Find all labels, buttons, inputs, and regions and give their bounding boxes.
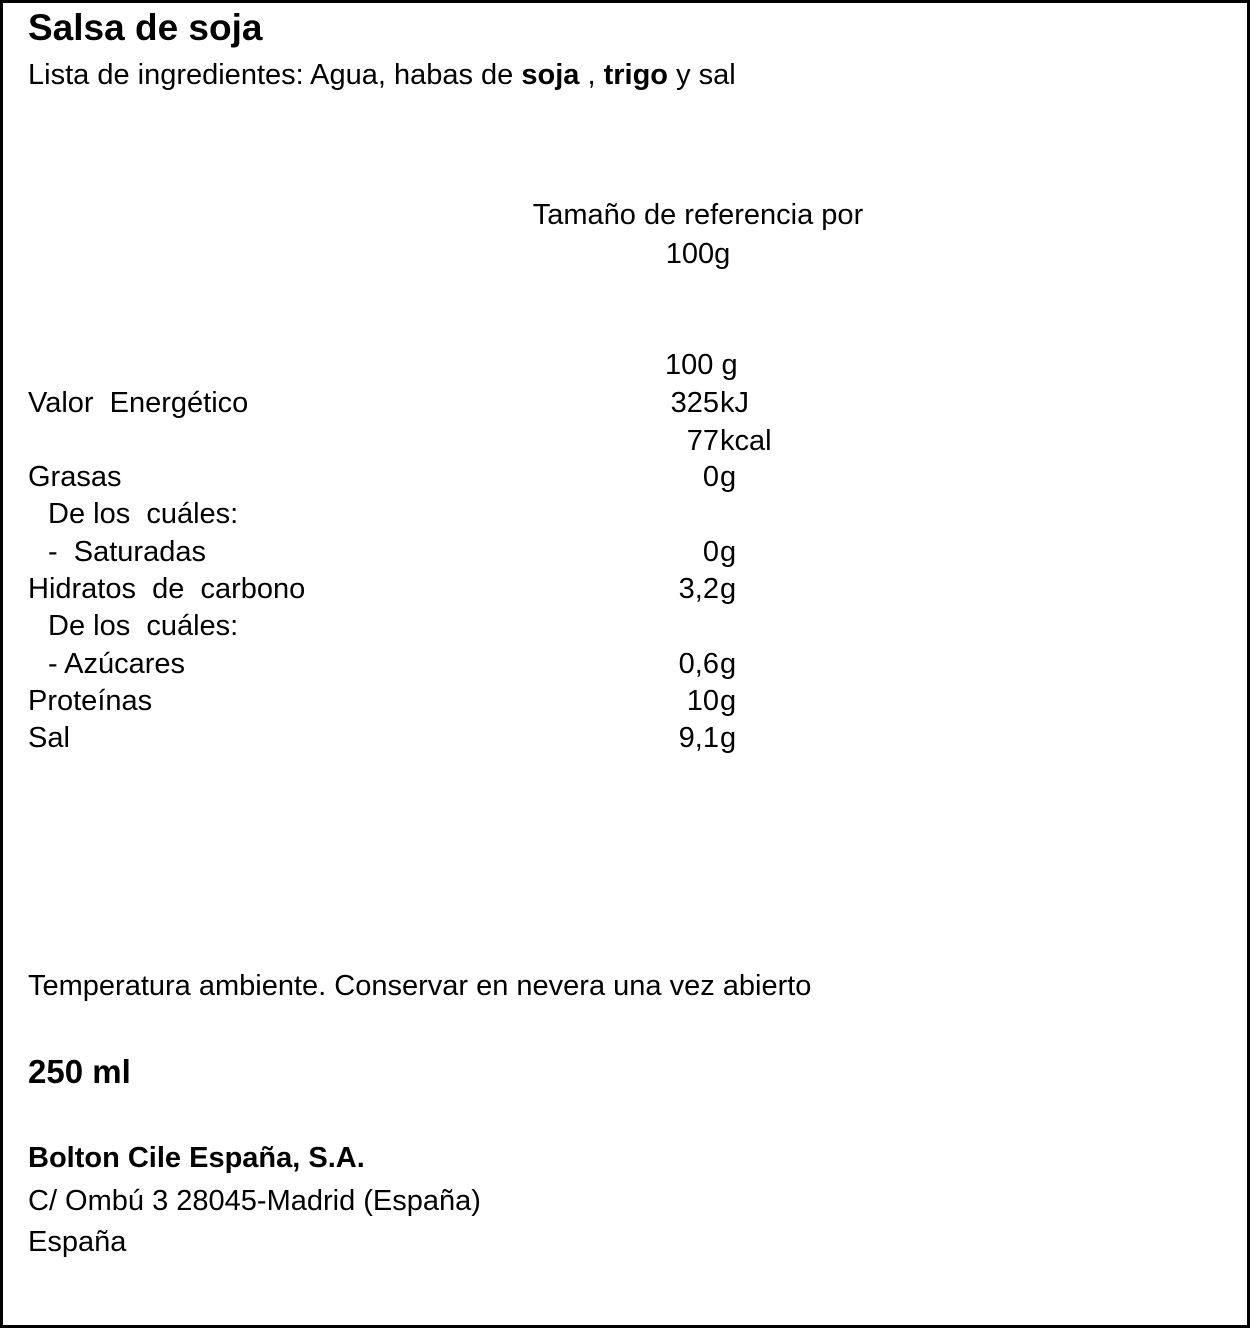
allergen-trigo: trigo <box>603 59 669 91</box>
nutrient-label-carbohydrates: Hidratos de carbono <box>28 573 306 605</box>
nutrient-value-sugars: 0,6 <box>678 648 719 680</box>
nutrient-label-energy: Valor Energético <box>28 387 249 419</box>
nutrient-label-salt: Sal <box>28 722 70 754</box>
nutrient-label-saturated: - Saturadas <box>48 536 206 568</box>
nutrient-value-energy-kj: 325 <box>670 387 719 419</box>
nutrient-value-fat: 0 <box>702 461 719 493</box>
nutrient-value-salt: 9,1 <box>678 722 719 754</box>
product-title: Salsa de soja <box>28 7 263 48</box>
nutrient-unit-energy-kj: kJ <box>720 387 749 419</box>
ingredients-list <box>28 61 736 90</box>
ingredients-prefix: Lista de ingredientes: Agua, habas de <box>28 59 522 91</box>
nutrient-unit-fat: g <box>720 461 737 493</box>
nutrient-unit-energy-kcal: kcal <box>720 425 772 457</box>
nutrient-sublabel-of-which-fat: De los cuáles: <box>48 498 239 530</box>
nutrient-label-fat: Grasas <box>28 461 122 493</box>
nutrient-label-protein: Proteínas <box>28 685 153 717</box>
nutrient-sublabel-of-which-carbs: De los cuáles: <box>48 610 239 642</box>
nutrient-unit-carbohydrates: g <box>720 573 737 605</box>
nutrient-value-energy-kcal: 77 <box>686 425 719 457</box>
nutrient-unit-protein: g <box>720 685 737 717</box>
company-country: España <box>28 1226 127 1258</box>
nutrient-label-sugars: - Azúcares <box>48 648 185 680</box>
company-address: C/ Ombú 3 28045-Madrid (España) <box>28 1185 481 1217</box>
reference-size-line1: Tamaño de referencia por <box>532 199 864 231</box>
ingredients-separator: , <box>579 59 604 91</box>
ingredients-suffix: y sal <box>668 59 736 91</box>
company-name: Bolton Cile España, S.A. <box>28 1142 365 1174</box>
storage-instructions: Temperatura ambiente. Conservar en nevera una vez abierto <box>28 970 812 1002</box>
net-quantity: 250 ml <box>28 1053 131 1090</box>
nutrient-value-saturated: 0 <box>702 536 719 568</box>
nutrition-column-header: 100 g <box>665 349 738 381</box>
nutrient-value-protein: 10 <box>686 685 719 717</box>
nutrient-unit-salt: g <box>720 722 737 754</box>
nutrient-unit-saturated: g <box>720 536 737 568</box>
nutrient-unit-sugars: g <box>720 648 737 680</box>
allergen-soja: soja <box>521 59 580 91</box>
reference-size-line2: 100g <box>665 238 731 270</box>
nutrient-value-carbohydrates: 3,2 <box>678 573 719 605</box>
